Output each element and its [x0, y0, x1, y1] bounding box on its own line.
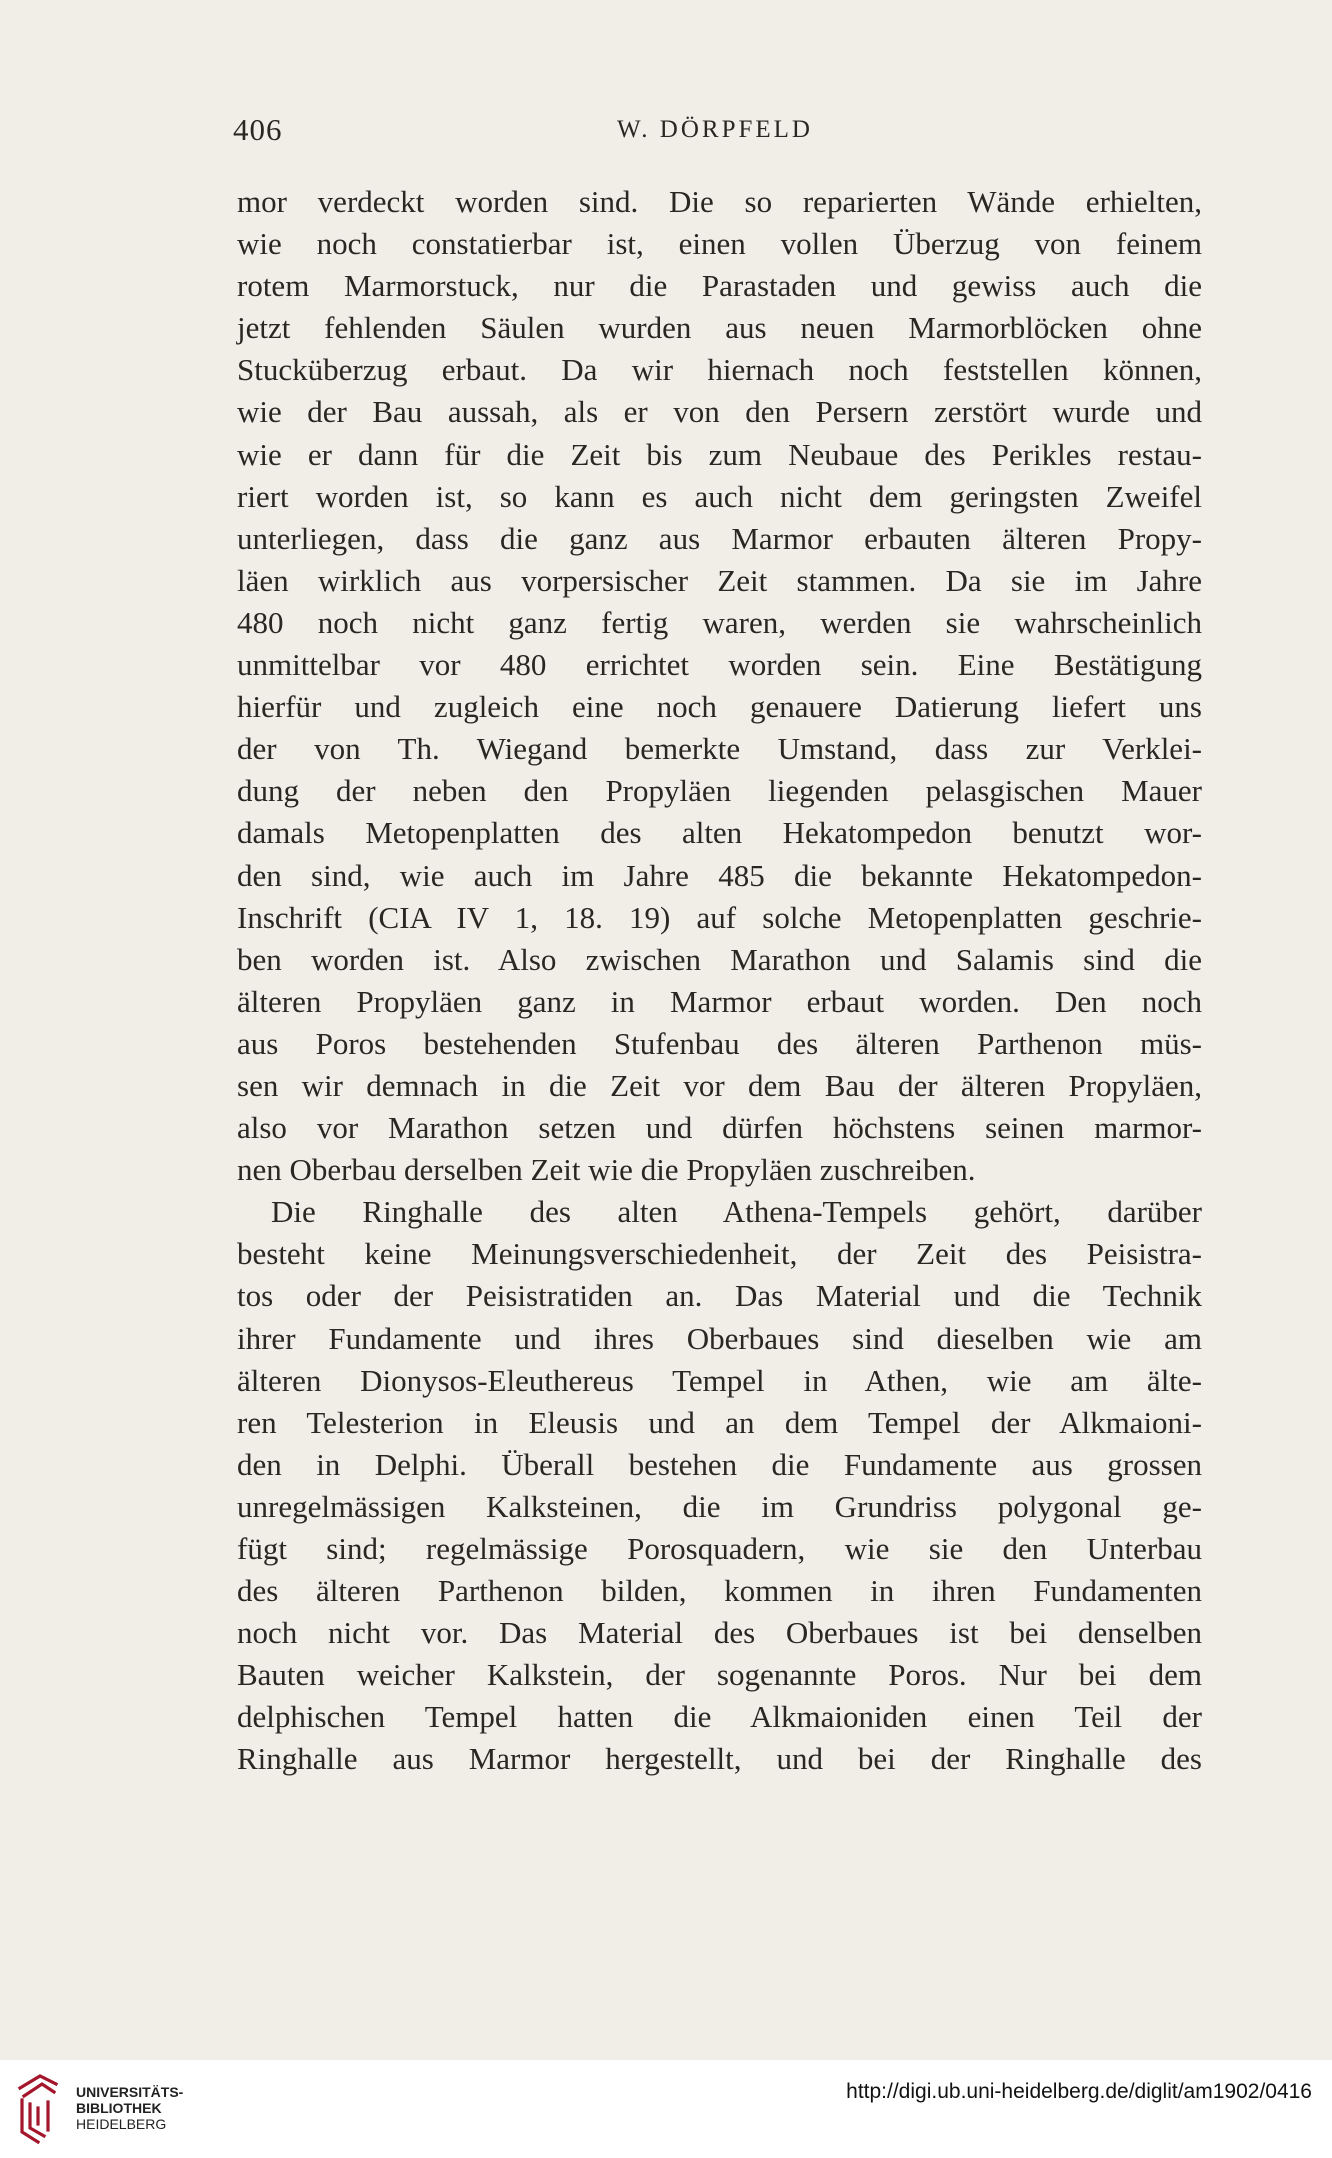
- library-logo-icon: [14, 2070, 62, 2150]
- library-name: [76, 2084, 183, 2132]
- running-head: W. DÖRPFELD: [617, 116, 813, 143]
- text-line: sen wir demnach in die Zeit vor dem Bau der älteren Propyläen,: [237, 1067, 1202, 1103]
- text-line: läen wirklich aus vorpersischer Zeit stammen. Da sie im Jahre: [237, 562, 1202, 598]
- text-line: wie noch constatierbar ist, einen vollen Überzug von feinem: [237, 226, 1202, 262]
- text-line: älteren Dionysos-Eleuthereus Tempel in Athen, wie am älte-: [237, 1362, 1202, 1398]
- text-line: unterliegen, dass die ganz aus Marmor erbauten älteren Propy-: [237, 520, 1202, 556]
- text-line: tos oder der Peisistratiden an. Das Material und die Technik: [237, 1278, 1202, 1314]
- text-line: ben worden ist. Also zwischen Marathon und Salamis sind die: [237, 941, 1202, 977]
- text-line: hierfür und zugleich eine noch genauere Datierung liefert uns: [237, 689, 1202, 725]
- text-line: unmittelbar vor 480 errichtet worden sein. Eine Bestätigung: [237, 647, 1202, 683]
- text-line: mor verdeckt worden sind. Die so reparierten Wände erhielten,: [237, 184, 1202, 219]
- text-line: älteren Propyläen ganz in Marmor erbaut worden. Den noch: [237, 983, 1202, 1019]
- text-line: rotem Marmorstuck, nur die Parastaden und gewiss auch die: [237, 268, 1202, 304]
- text-line: dung der neben den Propyläen liegenden pelasgischen Mauer: [237, 773, 1202, 809]
- text-line: den in Delphi. Überall bestehen die Fundamente aus grossen: [237, 1446, 1202, 1482]
- text-line: nen Oberbau derselben Zeit wie die Propyläen zuschreiben.: [237, 1152, 976, 1188]
- footer-bar: [0, 2060, 1332, 2158]
- text-line: fügt sind; regelmässige Porosquadern, wie sie den Unterbau: [237, 1531, 1202, 1566]
- page-header: [233, 112, 1205, 152]
- text-line: wie der Bau aussah, als er von den Persern zerstört wurde und: [237, 394, 1202, 430]
- text-line: wie er dann für die Zeit bis zum Neubaue des Perikles restau-: [237, 436, 1202, 472]
- text-line: riert worden ist, so kann es auch nicht dem geringsten Zweifel: [237, 478, 1202, 514]
- text-line: delphischen Tempel hatten die Alkmaioniden einen Teil der: [237, 1699, 1202, 1735]
- text-line: Bauten weicher Kalkstein, der sogenannte Poros. Nur bei dem: [237, 1657, 1202, 1693]
- text-line: Ringhalle aus Marmor hergestellt, und bei der Ringhalle des: [237, 1741, 1202, 1777]
- body-text: [237, 181, 1202, 1781]
- text-line: noch nicht vor. Das Material des Oberbaues ist bei denselben: [237, 1615, 1202, 1651]
- source-url-link[interactable]: http://digi.ub.uni-heidelberg.de/diglit/am1902/0416: [846, 2080, 1312, 2103]
- page-number: 406: [233, 112, 283, 147]
- library-name-line: UNIVERSITÄTS-: [76, 2084, 184, 2100]
- text-line: damals Metopenplatten des alten Hekatompedon benutzt wor-: [237, 815, 1202, 851]
- text-line: ihrer Fundamente und ihres Oberbaues sind dieselben wie am: [237, 1320, 1202, 1356]
- text-line: besteht keine Meinungsverschiedenheit, der Zeit des Peisistra-: [237, 1236, 1202, 1272]
- library-name-line: HEIDELBERG: [76, 2116, 167, 2132]
- text-line: Die Ringhalle des alten Athena-Tempels gehört, darüber: [271, 1194, 1202, 1230]
- text-line: unregelmässigen Kalksteinen, die im Grundriss polygonal ge-: [237, 1488, 1202, 1524]
- text-line: Stucküberzug erbaut. Da wir hiernach noch feststellen können,: [237, 352, 1202, 388]
- text-line: Inschrift (CIA IV 1, 18. 19) auf solche Metopenplatten geschrie-: [237, 899, 1202, 935]
- text-line: 480 noch nicht ganz fertig waren, werden sie wahrscheinlich: [237, 604, 1202, 640]
- text-line: aus Poros bestehenden Stufenbau des älteren Parthenon müs-: [237, 1025, 1202, 1061]
- text-line: der von Th. Wiegand bemerkte Umstand, dass zur Verklei-: [237, 731, 1202, 767]
- text-line: des älteren Parthenon bilden, kommen in ihren Fundamenten: [237, 1573, 1202, 1609]
- text-line: ren Telesterion in Eleusis und an dem Tempel der Alkmaioni-: [237, 1404, 1202, 1440]
- text-line: jetzt fehlenden Säulen wurden aus neuen Marmorblöcken ohne: [237, 310, 1202, 346]
- text-line: den sind, wie auch im Jahre 485 die bekannte Hekatompedon-: [237, 857, 1202, 893]
- library-name-line: BIBLIOTHEK: [76, 2100, 162, 2116]
- text-line: also vor Marathon setzen und dürfen höchstens seinen marmor-: [237, 1110, 1202, 1146]
